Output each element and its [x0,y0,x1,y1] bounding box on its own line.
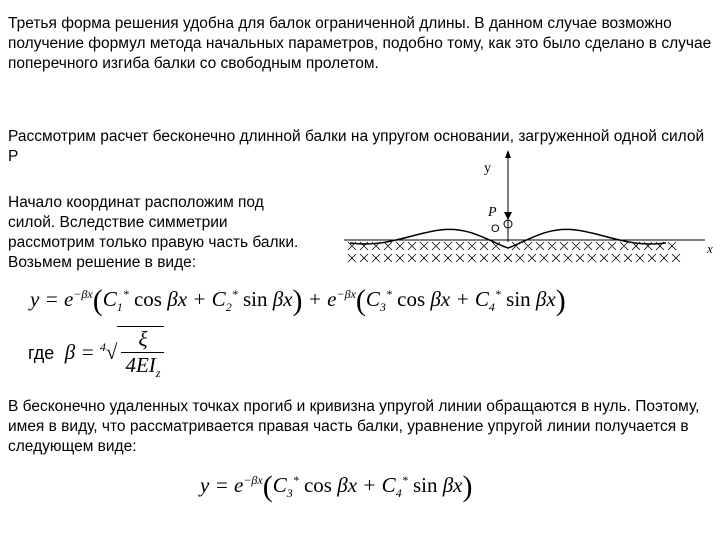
paragraph-origin: Начало координат расположим под силой. Вследствие симметрии рассмотрим только правую часть балки. Возьмем решение в виде: [8,194,299,271]
formula-general-solution: $y = e^{-\beta x}(C_1^*$ $\cos \beta x + C_2^*$ $\sin \beta x) + e^{-\beta x}(C_3^*$ $\cos \beta x + C_4^*$ sin βx) [30,284,566,317]
origin-label: O [491,223,500,235]
beam-diagram [330,150,720,275]
paragraph-intro: Третья форма решения удобна для балок ограниченной длины. В данном случае возможно получение формул метода начальных параметров, подобно тому, как это было сделано в случае поперечного изгиба балки со свободным пролетом. [8,15,712,72]
force-arrow [504,212,512,220]
paragraph-boundary: В бесконечно удаленных точках прогиб и кривизна упругой линии обращаются в нуль. Поэтому, имея в виду, что рассматривается правая часть балки, уравнение упругой линии получается в следующем виде: [8,398,700,455]
y-axis-arrow [505,150,511,158]
y-axis-label: y [484,161,491,176]
force-label: P [488,205,497,220]
paragraph-infinite-beam: Рассмотрим расчет бесконечно длинной балки на упругом основании, загруженной одной силой P [8,128,705,165]
label-where: где [28,342,55,363]
formula-right-half: $y = e^{-\beta x}(C_3^*$ $\cos \beta x + C_4^*$ sin βx) [200,470,473,503]
formula-beta: где β = $^4$√ $\frac{\xi}{4EI_z}$ [28,326,164,381]
x-axis-label: x [707,241,713,256]
